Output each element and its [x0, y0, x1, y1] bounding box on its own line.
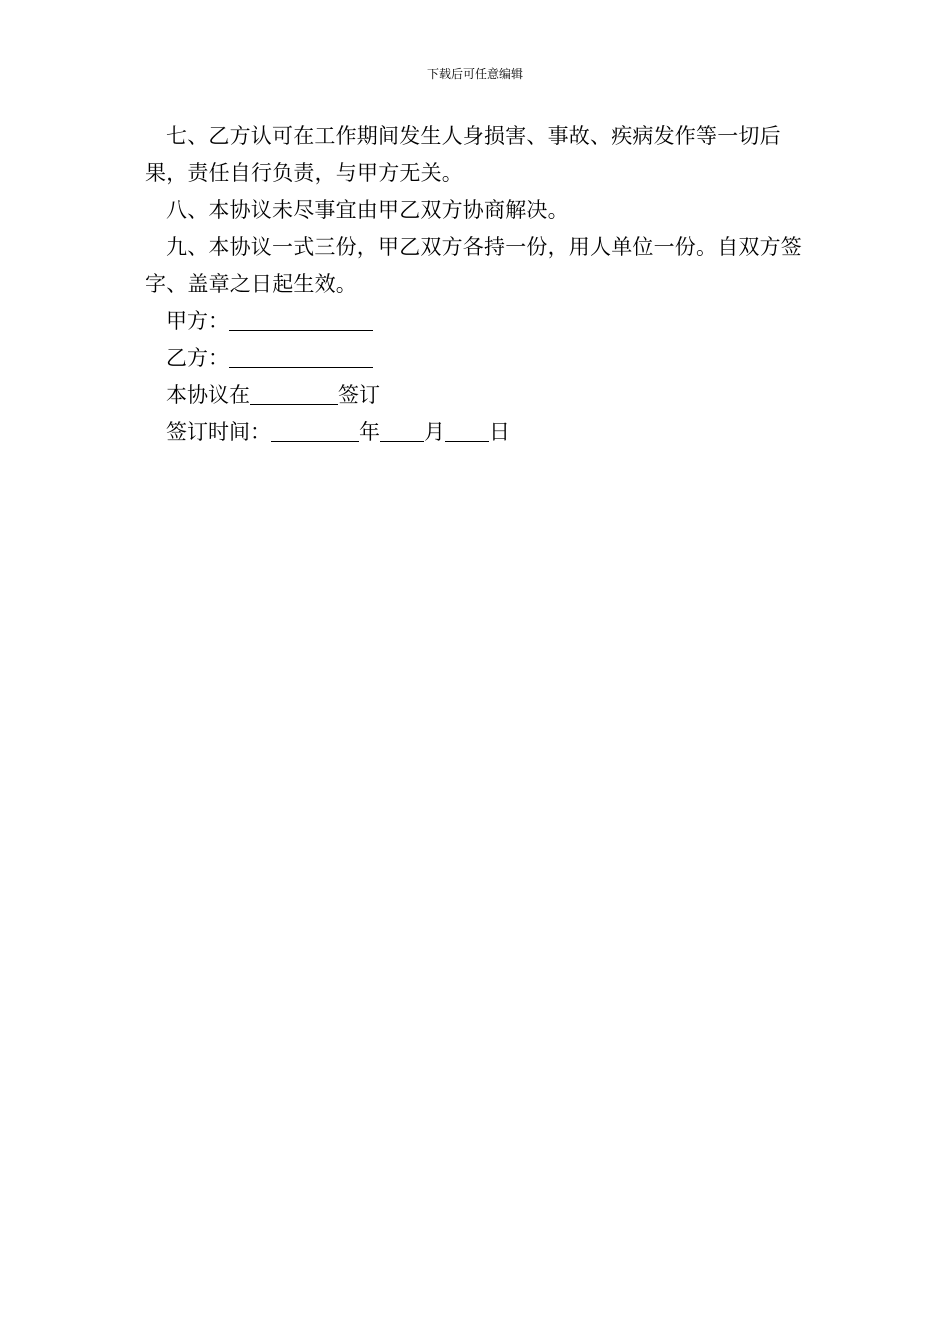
clause-nine: 九、本协议一式三份，甲乙双方各持一份，用人单位一份。自双方签字、盖章之日起生效。 [145, 235, 802, 296]
signing-place-blank[interactable] [250, 378, 338, 405]
day-blank[interactable] [445, 415, 489, 442]
document-body [145, 118, 815, 451]
signing-date-label: 签订时间： [166, 420, 271, 444]
signing-date-line [145, 414, 815, 451]
signing-place-prefix: 本协议在 [166, 383, 250, 407]
signing-place-line [145, 377, 815, 414]
party-b-blank[interactable] [229, 341, 373, 368]
signing-place-suffix: 签订 [338, 383, 380, 407]
party-a-label: 甲方： [166, 309, 229, 333]
party-a-blank[interactable] [229, 304, 373, 331]
clause-seven: 七、乙方认可在工作期间发生人身损害、事故、疾病发作等一切后果，责任自行负责，与甲方无关。 [145, 124, 781, 185]
day-unit: 日 [489, 420, 510, 444]
clause-eight: 八、本协议未尽事宜由甲乙双方协商解决。 [166, 198, 569, 222]
month-unit: 月 [424, 420, 445, 444]
party-b-line [145, 340, 815, 377]
party-b-label: 乙方： [166, 346, 229, 370]
month-blank[interactable] [380, 415, 424, 442]
party-a-line [145, 303, 815, 340]
year-unit: 年 [359, 420, 380, 444]
page-header: 下载后可任意编辑 [426, 67, 523, 81]
year-blank[interactable] [271, 415, 359, 442]
